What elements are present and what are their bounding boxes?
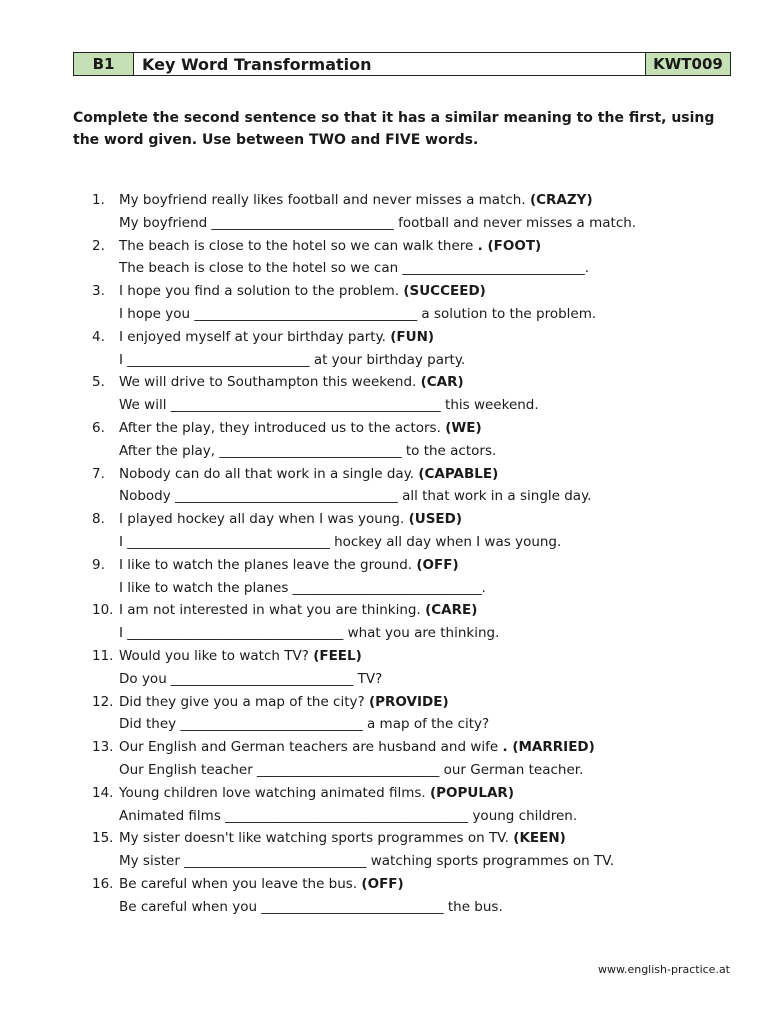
original-sentence-line (119, 645, 742, 668)
original-sentence: Be careful when you leave the bus. (119, 875, 358, 892)
item-body (119, 645, 742, 691)
item-number: 9. (92, 556, 105, 573)
transform-sentence: My boyfriend ___________________________ football and never misses a match. (119, 214, 637, 231)
item-body (119, 371, 742, 417)
footer-url: www.english-practice.at (597, 963, 730, 976)
exercise-item (92, 645, 742, 691)
worksheet-title: Key Word Transformation (134, 53, 646, 75)
original-sentence: The beach is close to the hotel so we can walk there (119, 237, 474, 254)
original-sentence: Young children love watching animated films. (119, 784, 426, 801)
transform-sentence: Be careful when you ___________________________ the bus. (119, 898, 503, 915)
original-sentence: Nobody can do all that work in a single day. (119, 465, 415, 482)
item-number: 11. (92, 647, 114, 664)
exercise-item (92, 508, 742, 554)
original-sentence-line (119, 463, 742, 486)
key-word: (SUCCEED) (403, 283, 486, 300)
exercise-item (92, 873, 742, 919)
original-sentence: I played hockey all day when I was young. (119, 511, 405, 528)
item-body (119, 280, 742, 326)
key-word: (WE) (445, 419, 482, 436)
item-number: 4. (92, 328, 105, 345)
exercise-item (92, 189, 742, 235)
original-sentence-line (119, 417, 742, 440)
key-word: (PROVIDE) (368, 693, 449, 710)
item-body (119, 736, 742, 782)
exercise-item (92, 463, 742, 509)
transform-sentence: I like to watch the planes ____________________________. (119, 579, 486, 596)
original-sentence-line (119, 736, 742, 759)
key-word: . (MARRIED) (502, 739, 595, 756)
exercise-item (92, 417, 742, 463)
original-sentence-line (119, 280, 742, 303)
transform-sentence: I ______________________________ hockey all day when I was young. (119, 533, 562, 550)
exercise-item (92, 691, 742, 737)
item-number: 12. (92, 693, 114, 710)
transform-sentence: The beach is close to the hotel so we can ___________________________. (119, 260, 590, 277)
level-badge: B1 (74, 53, 134, 75)
transform-sentence: Animated films ____________________________________ young children. (119, 807, 578, 824)
original-sentence: I am not interested in what you are thinking. (119, 602, 421, 619)
transform-sentence: Did they ___________________________ a map of the city? (119, 716, 490, 733)
transform-sentence: Nobody _________________________________ all that work in a single day. (119, 488, 592, 505)
item-body (119, 691, 742, 737)
item-number: 8. (92, 511, 105, 528)
original-sentence-line (119, 873, 742, 896)
exercise-item (92, 554, 742, 600)
original-sentence-line (119, 827, 742, 850)
worksheet-code: KWT009 (646, 53, 730, 75)
key-word: (USED) (408, 511, 463, 528)
original-sentence: I enjoyed myself at your birthday party. (119, 328, 386, 345)
exercise-item (92, 827, 742, 873)
key-word: (POPULAR) (429, 784, 514, 801)
transform-sentence: Do you ___________________________ TV? (119, 670, 383, 687)
exercise-list (92, 189, 742, 919)
key-word: (CAR) (420, 374, 464, 391)
original-sentence: I hope you find a solution to the problem. (119, 283, 400, 300)
item-number: 1. (92, 192, 105, 208)
original-sentence: Did they give you a map of the city? (119, 693, 365, 710)
original-sentence: My sister doesn't like watching sports programmes on TV. (119, 830, 509, 847)
item-body (119, 508, 742, 554)
item-body (119, 599, 742, 645)
item-number: 16. (92, 875, 114, 892)
item-body (119, 873, 742, 919)
key-word: (FEEL) (313, 647, 362, 664)
original-sentence-line (119, 326, 742, 349)
worksheet-header (73, 52, 731, 76)
original-sentence-line (119, 691, 742, 714)
item-number: 7. (92, 465, 105, 482)
key-word: (KEEN) (513, 830, 566, 847)
item-body (119, 189, 742, 235)
item-number: 14. (92, 784, 114, 801)
item-body (119, 417, 742, 463)
original-sentence: My boyfriend really likes football and never misses a match. (119, 192, 526, 208)
exercise-item (92, 371, 742, 417)
exercise-item (92, 235, 742, 281)
original-sentence: Our English and German teachers are husband and wife (119, 739, 499, 756)
item-number: 2. (92, 237, 105, 254)
transform-sentence: Our English teacher ___________________________ our German teacher. (119, 761, 584, 778)
item-body (119, 326, 742, 372)
original-sentence-line (119, 599, 742, 622)
item-body (119, 827, 742, 873)
key-word: . (FOOT) (477, 237, 542, 254)
key-word: (CARE) (425, 602, 478, 619)
key-word: (CAPABLE) (418, 465, 499, 482)
exercise-item (92, 782, 742, 828)
item-number: 3. (92, 283, 105, 300)
exercise-item (92, 280, 742, 326)
original-sentence: After the play, they introduced us to the actors. (119, 419, 441, 436)
item-number: 15. (92, 830, 114, 847)
transform-sentence: I ________________________________ what you are thinking. (119, 625, 500, 642)
original-sentence: I like to watch the planes leave the ground. (119, 556, 413, 573)
transform-sentence: After the play, ___________________________ to the actors. (119, 442, 497, 459)
original-sentence: Would you like to watch TV? (119, 647, 309, 664)
transform-sentence: I ___________________________ at your birthday party. (119, 351, 466, 368)
item-number: 6. (92, 419, 105, 436)
transform-sentence: My sister ___________________________ watching sports programmes on TV. (119, 853, 615, 870)
original-sentence-line (119, 189, 742, 212)
original-sentence-line (119, 235, 742, 258)
exercise-item (92, 326, 742, 372)
item-number: 10. (92, 602, 114, 619)
exercise-item (92, 599, 742, 645)
item-number: 13. (92, 739, 114, 756)
key-word: (FUN) (390, 328, 435, 345)
item-body (119, 463, 742, 509)
instructions: Complete the second sentence so that it has a similar meaning to the first, using the word given. Use between TWO and FIVE words. (73, 110, 715, 148)
original-sentence-line (119, 554, 742, 577)
item-body (119, 554, 742, 600)
item-number: 5. (92, 374, 105, 391)
original-sentence-line (119, 782, 742, 805)
transform-sentence: We will ________________________________________ this weekend. (119, 397, 539, 414)
original-sentence-line (119, 371, 742, 394)
original-sentence: We will drive to Southampton this weekend. (119, 374, 417, 391)
item-body (119, 235, 742, 281)
item-body (119, 782, 742, 828)
key-word: (OFF) (361, 875, 404, 892)
key-word: (CRAZY) (529, 192, 593, 208)
key-word: (OFF) (416, 556, 459, 573)
exercise-item (92, 736, 742, 782)
original-sentence-line (119, 508, 742, 531)
transform-sentence: I hope you _________________________________ a solution to the problem. (119, 305, 597, 322)
